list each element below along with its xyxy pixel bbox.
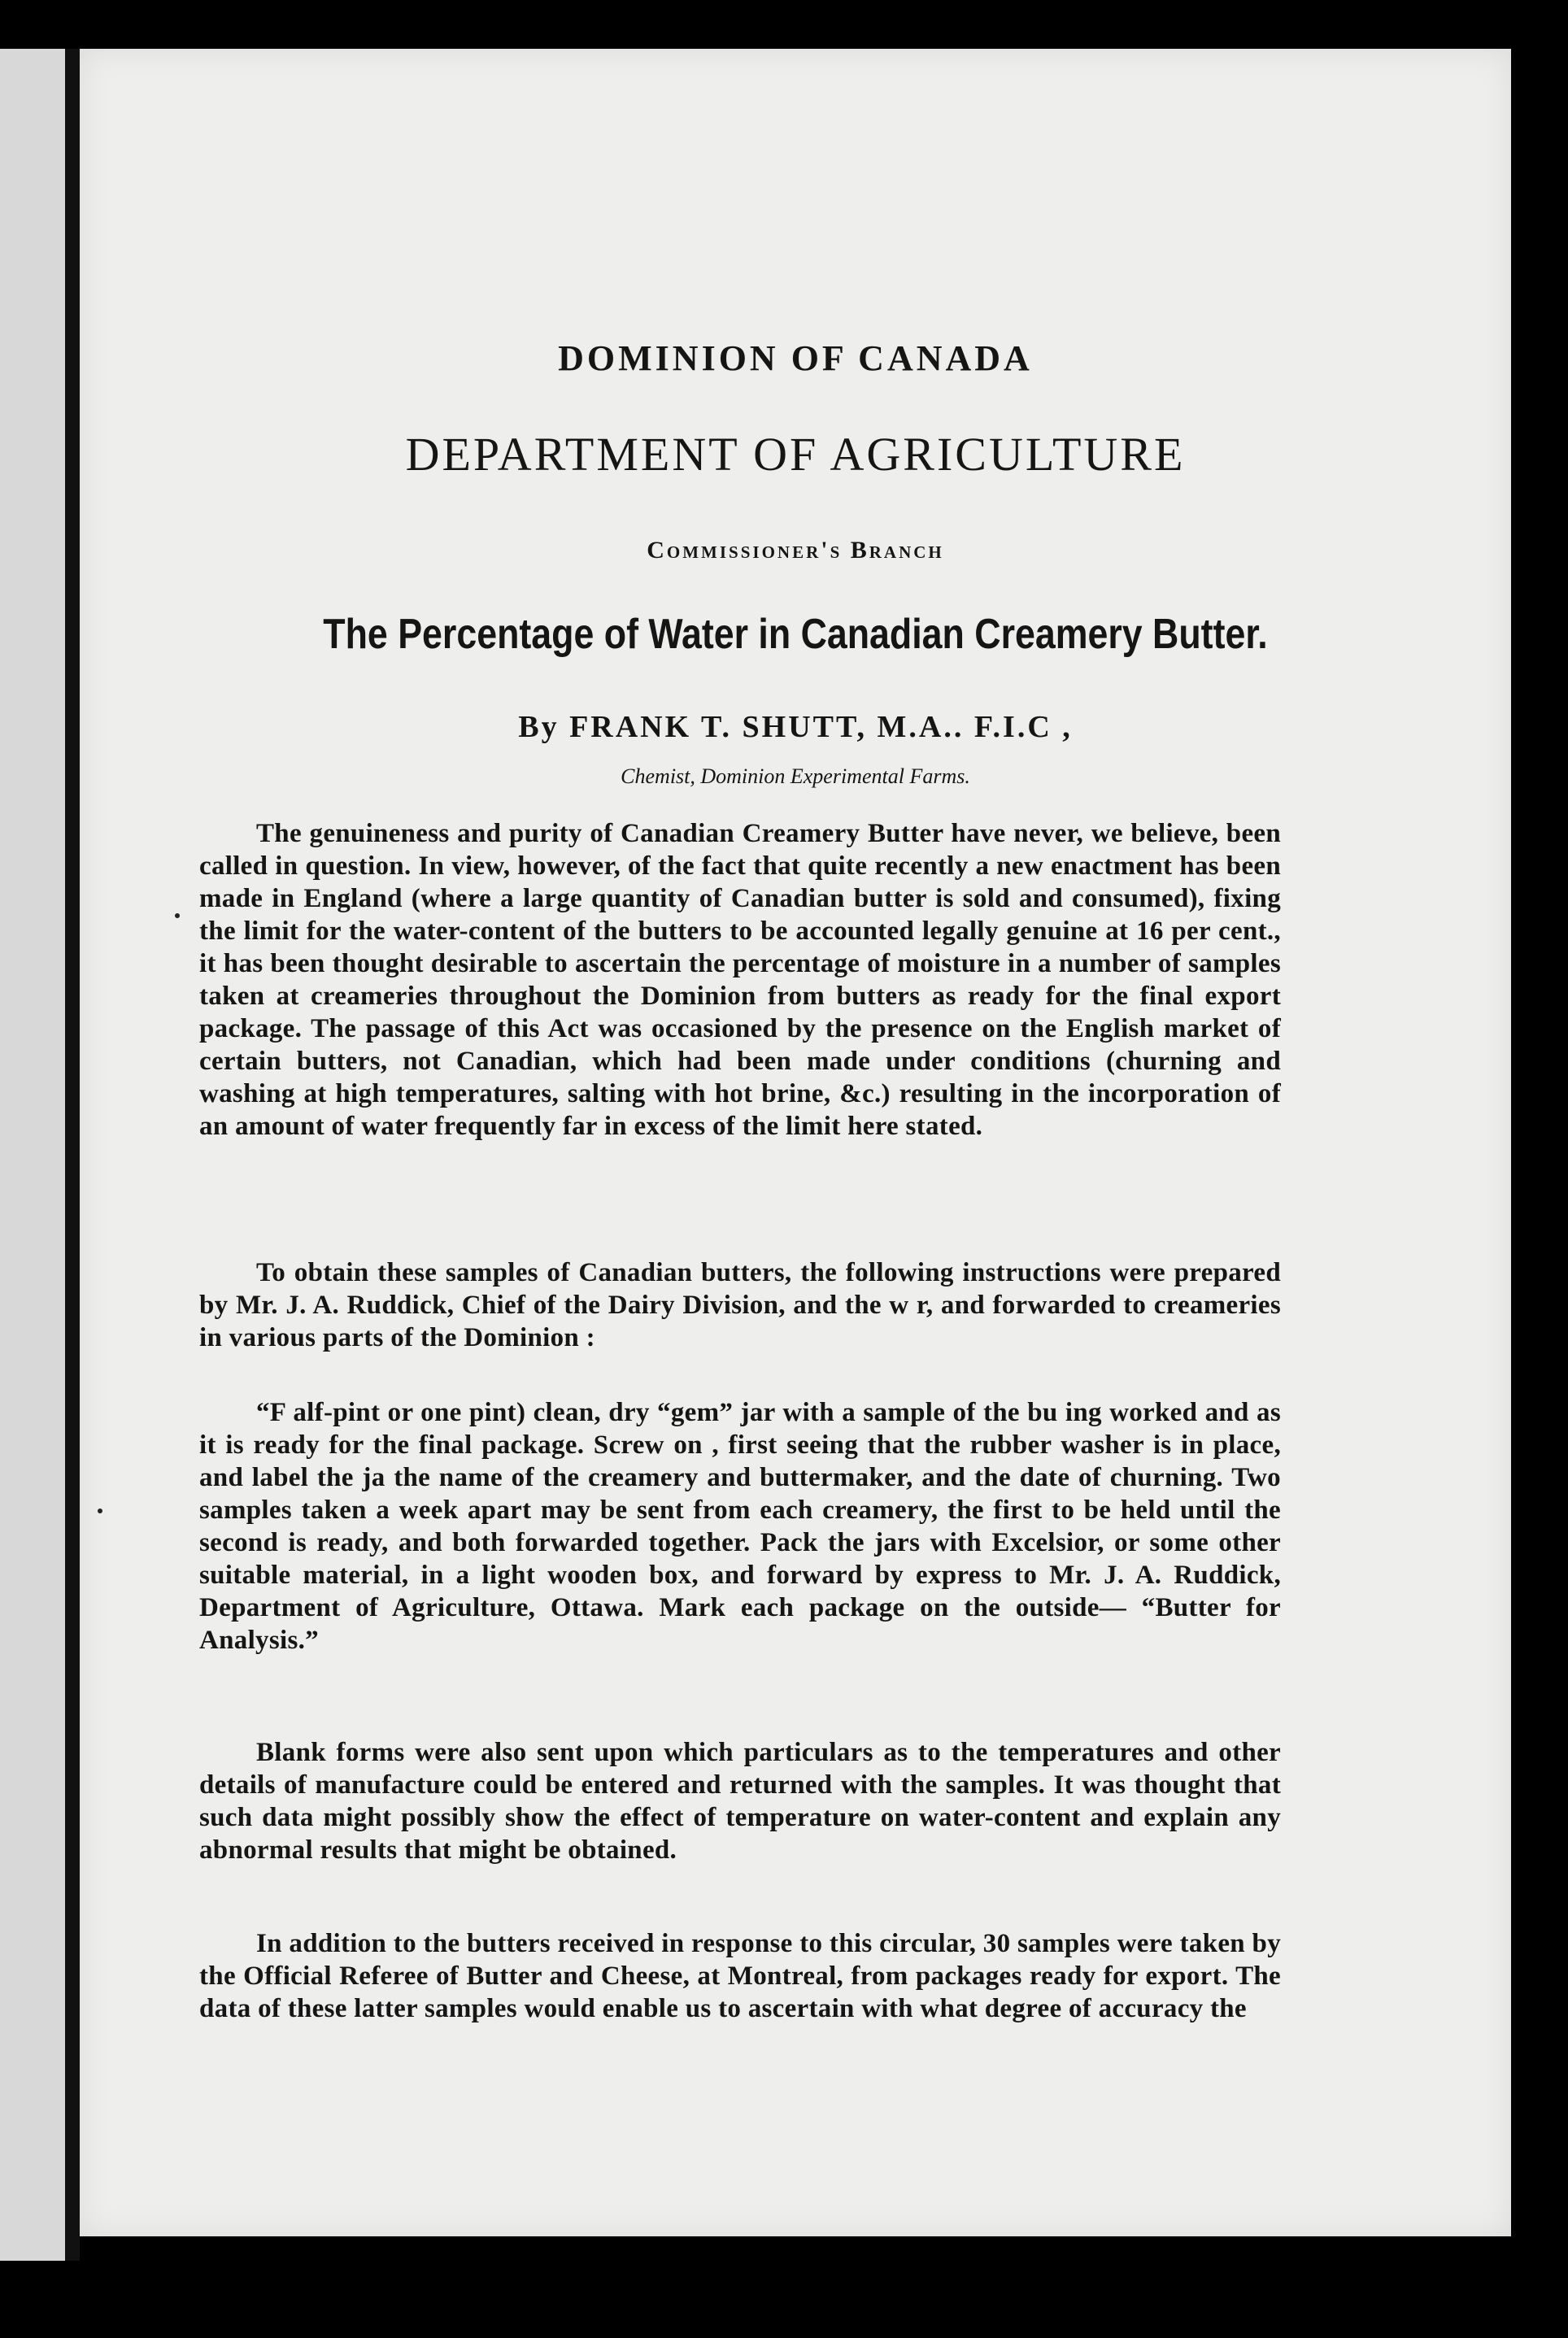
document-title: The Percentage of Water in Canadian Creamery Butter. — [323, 611, 1268, 658]
paragraph-text: The genuineness and purity of Canadian Creamery Butter have never, we believe, been called in question. In view, however, of the fact that quite recently a new enactment has been made in England (where a large quantity of Canadian butter is sold and consumed), fixing the limit for the water-content of the butters to be accounted legally genuine at 16 per cent., it has been thought desirable to ascertain the percentage of moisture in a number of samples taken at creameries throughout the Dominion from butters as ready for the final export package. The passage of this Act was occasioned by the presence on the English market of certain butters, not Canadian, which had been made under conditions (churning and washing at high temperatures, salting with hot brine, &c.) resulting in the incorporation of an amount of water frequently far in excess of the limit here stated. — [199, 819, 1281, 1141]
paragraph-text: To obtain these samples of Canadian butters, the following instructions were prepared by Mr. J. A. Ruddick, Chief of the Dairy Division, and the w r, and forwarded to creameries in various parts of the Dominion : — [199, 1258, 1281, 1352]
paragraph-text: Blank forms were also sent upon which particulars as to the temperatures and other details of manufacture could be entered and returned with the samples. It was thought that such data might possibly show the effect of temperature on water-content and explain any abnormal results that might be obtained. — [199, 1738, 1281, 1865]
author-affiliation: Chemist, Dominion Experimental Farms. — [621, 764, 970, 788]
paragraph-official-samples — [199, 1927, 1281, 2025]
paragraph-intro — [199, 817, 1281, 1143]
page-gutter — [65, 49, 80, 2261]
document-page — [80, 49, 1511, 2236]
paragraph-text: “F alf-pint or one pint) clean, dry “gem” jar with a sample of the bu ing worked and as it is ready for the final package. Screw on , first seeing that the rubber washer is in place, and label the ja the name of the creamery and buttermaker, and the date of churning. Two samples taken a week apart may be sent from each creamery, the first to be held until the second is ready, and both forwarded together. Pack the jars with Excelsior, or some other suitable material, in a light wooden box, and forward by express to Mr. J. A. Ruddick, Department of Agriculture, Ottawa. Mark each package on the outside— “Butter for Analysis.” — [199, 1398, 1281, 1655]
ink-speck — [175, 913, 180, 918]
heading-branch: Commissioner's Branch — [647, 537, 944, 564]
ink-speck — [98, 1509, 102, 1513]
scan-border-right — [1511, 49, 1568, 2338]
paragraph-instructions-quote — [199, 1396, 1281, 1657]
heading-country: DOMINION OF CANADA — [558, 338, 1033, 378]
paragraph-blank-forms — [199, 1736, 1281, 1866]
paragraph-text: In addition to the butters received in response to this circular, 30 samples were taken by the Official Referee of Butter and Cheese, at Montreal, from packages ready for export. The data of these latter samples would enable us to ascertain with what degree of accuracy the — [199, 1929, 1281, 2023]
paragraph-instructions-intro — [199, 1256, 1281, 1354]
adjacent-page-strip — [0, 49, 65, 2261]
heading-department: DEPARTMENT OF AGRICULTURE — [405, 428, 1186, 481]
author-line: By FRANK T. SHUTT, M.A.. F.I.C , — [518, 710, 1073, 744]
